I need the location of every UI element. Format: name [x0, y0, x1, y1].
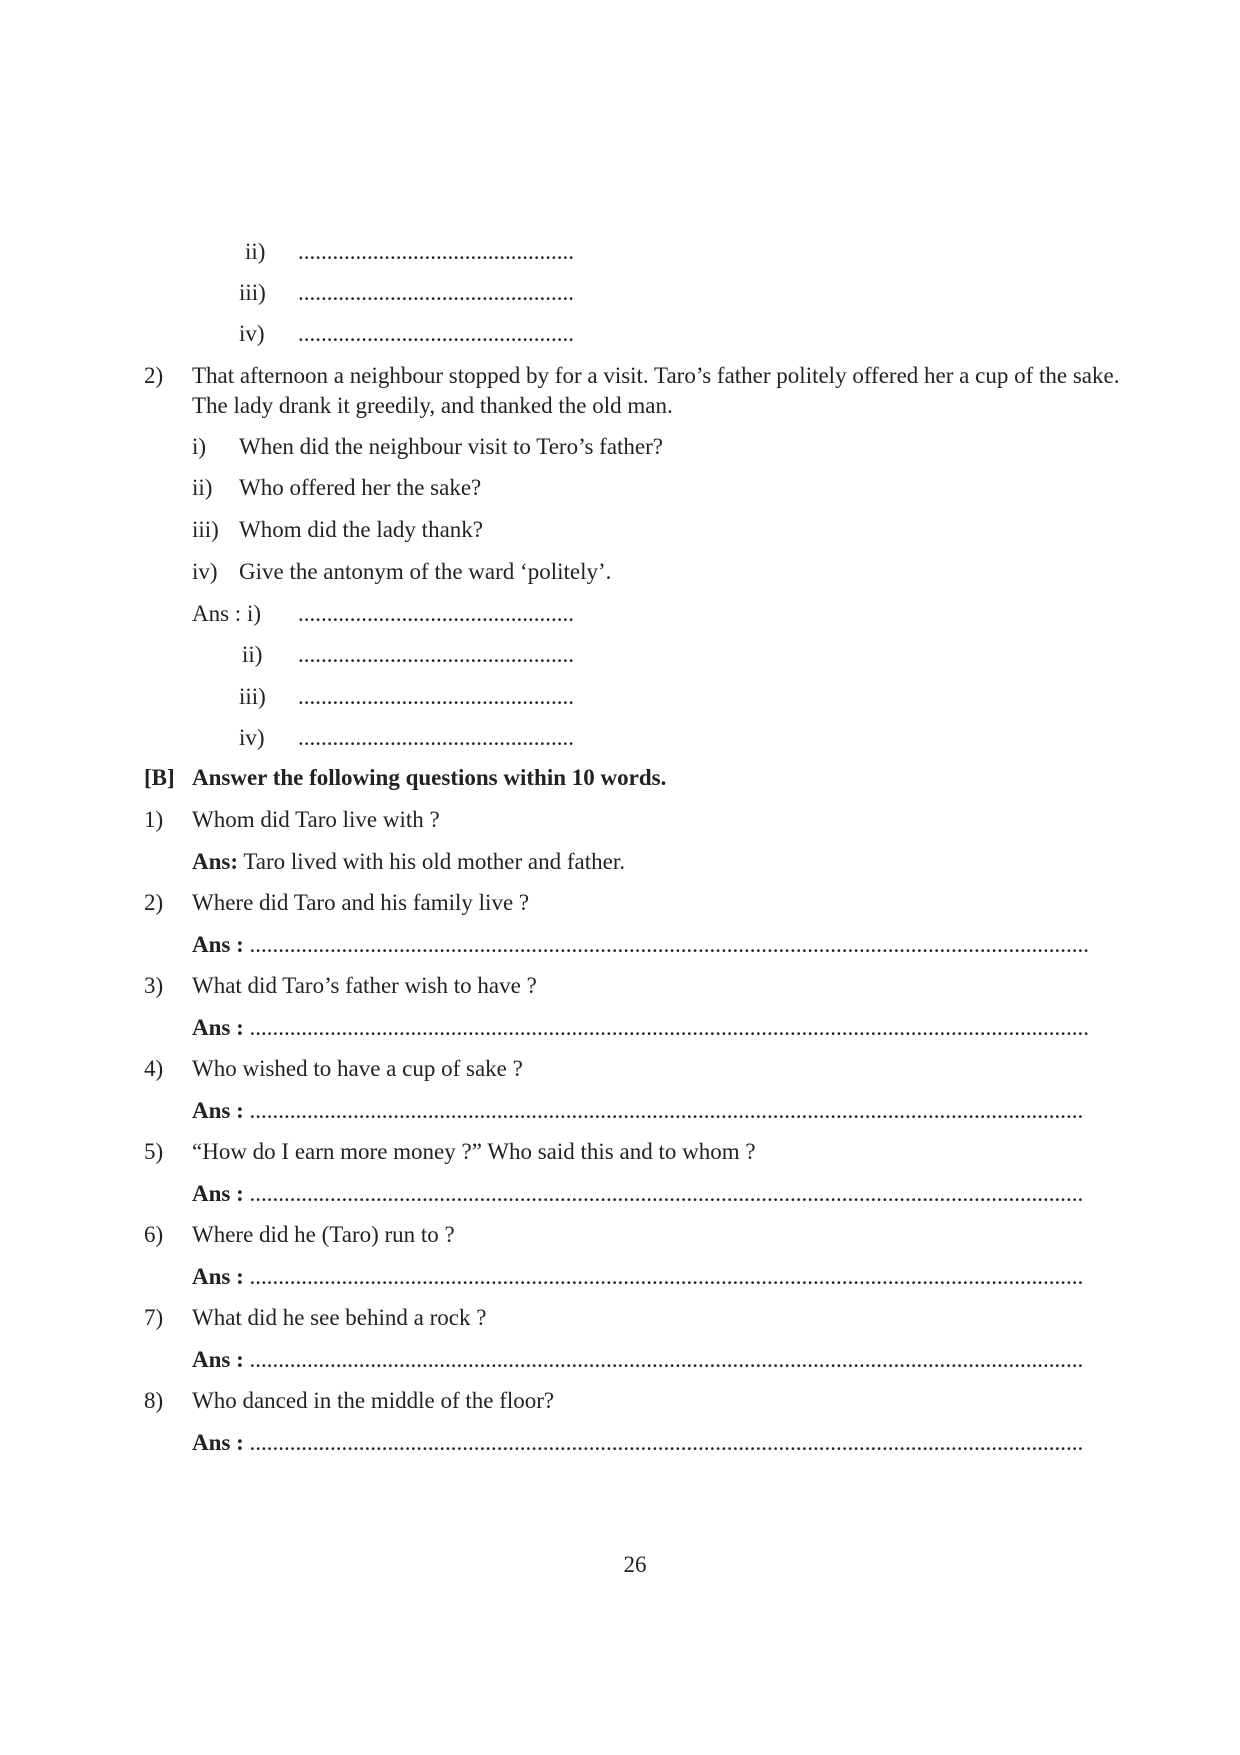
- answer-label: iii): [239, 280, 266, 305]
- answer-line: [192, 848, 625, 876]
- answer-line: [192, 931, 1112, 959]
- question-text: “How do I earn more money ?” Who said this and to whom ?: [192, 1139, 756, 1164]
- question-number: 5): [144, 1139, 164, 1164]
- answer-text: Taro lived with his old mother and father.: [238, 849, 625, 874]
- answer-blank: ..................................................................................................................................................: [249, 932, 1090, 957]
- subquestion-text: Give the antonym of the ward ‘politely’.: [239, 559, 612, 584]
- section-label: [B]: [144, 765, 175, 790]
- answer-blank: ................................................: [298, 642, 574, 667]
- answer-label: Ans :: [192, 1347, 250, 1372]
- question-number: 8): [144, 1388, 164, 1413]
- passage-line: The lady drank it greedily, and thanked the old man.: [192, 393, 673, 418]
- question-text: Who wished to have a cup of sake ?: [192, 1056, 523, 1081]
- answer-label: ii): [242, 642, 263, 667]
- question-number: 2): [144, 890, 164, 915]
- question-number: 7): [144, 1305, 164, 1330]
- answer-label: ii): [245, 239, 266, 264]
- question-number: 4): [144, 1056, 164, 1081]
- answer-label: Ans :: [192, 1015, 250, 1040]
- question-text: Who danced in the middle of the floor?: [192, 1388, 555, 1413]
- question-text: What did he see behind a rock ?: [192, 1305, 487, 1330]
- question-number: 3): [144, 973, 164, 998]
- subquestion-label: ii): [192, 475, 213, 500]
- answer-blank: ................................................: [298, 239, 574, 264]
- passage-line: That afternoon a neighbour stopped by for a visit. Taro’s father politely offered her a cup of the sake.: [192, 363, 1120, 388]
- answer-blank: .................................................................................................................................................: [249, 1181, 1084, 1206]
- answer-label: Ans : i): [192, 601, 261, 626]
- question-text: Where did he (Taro) run to ?: [192, 1222, 455, 1247]
- question-text: Whom did Taro live with ?: [192, 807, 440, 832]
- answer-line: [192, 1180, 1104, 1208]
- subquestion-label: i): [192, 434, 207, 459]
- answer-line: [192, 1346, 1104, 1374]
- section-heading: Answer the following questions within 10 words.: [192, 765, 667, 790]
- answer-label: Ans :: [192, 932, 250, 957]
- subquestion-text: Whom did the lady thank?: [239, 517, 483, 542]
- answer-blank: .................................................................................................................................................: [249, 1264, 1084, 1289]
- answer-label: iv): [239, 321, 265, 346]
- question-number: 1): [144, 807, 164, 832]
- answer-blank: ..................................................................................................................................................: [249, 1015, 1090, 1040]
- answer-line: [192, 1429, 1104, 1457]
- question-number: 6): [144, 1222, 164, 1247]
- answer-blank: ................................................: [298, 321, 574, 346]
- answer-blank: ................................................: [298, 601, 574, 626]
- subquestion-label: iv): [192, 559, 218, 584]
- answer-label: Ans :: [192, 1264, 250, 1289]
- answer-label: Ans :: [192, 1430, 250, 1455]
- answer-label: Ans:: [192, 849, 239, 874]
- answer-line: [192, 1097, 1104, 1125]
- answer-label: Ans :: [192, 1098, 250, 1123]
- answer-line: [192, 1014, 1112, 1042]
- question-text: Where did Taro and his family live ?: [192, 890, 530, 915]
- answer-blank: ................................................: [298, 684, 574, 709]
- answer-blank: ................................................: [298, 280, 574, 305]
- question-text: What did Taro’s father wish to have ?: [192, 973, 537, 998]
- answer-label: iii): [239, 684, 266, 709]
- answer-blank: .................................................................................................................................................: [249, 1430, 1084, 1455]
- answer-blank: ................................................: [298, 725, 574, 750]
- answer-blank: .................................................................................................................................................: [249, 1098, 1084, 1123]
- question-number: 2): [144, 363, 164, 388]
- page-number: 26: [623, 1552, 647, 1577]
- subquestion-text: Who offered her the sake?: [239, 475, 482, 500]
- answer-label: iv): [239, 725, 265, 750]
- answer-blank: .................................................................................................................................................: [249, 1347, 1084, 1372]
- subquestion-label: iii): [192, 517, 219, 542]
- subquestion-text: When did the neighbour visit to Tero’s father?: [239, 434, 663, 459]
- answer-label: Ans :: [192, 1181, 250, 1206]
- answer-line: [192, 1263, 1104, 1291]
